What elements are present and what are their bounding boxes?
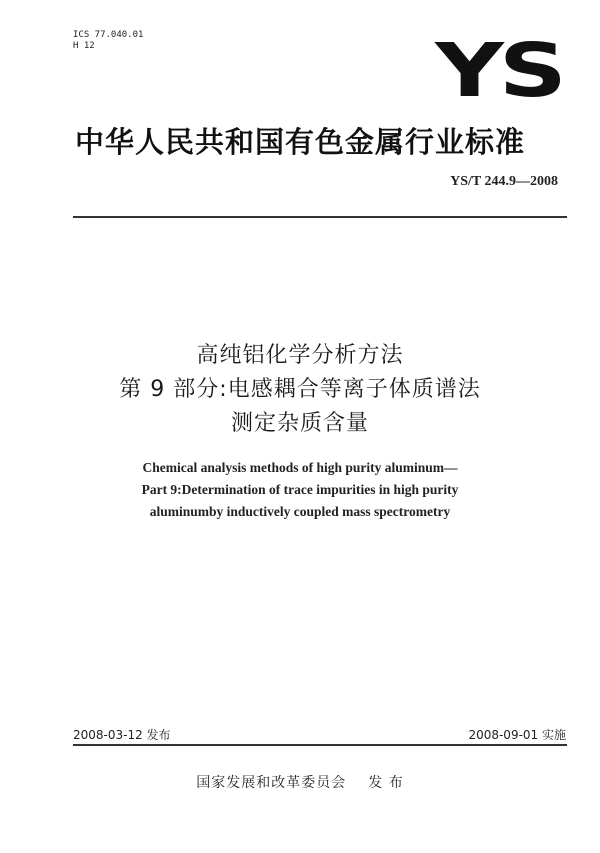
ics-classification xyxy=(73,30,143,52)
title-cn-line-2: 第 9 部分:电感耦合等离子体质谱法 xyxy=(119,377,481,402)
issuer-action: 发 布 xyxy=(368,775,404,791)
issuer xyxy=(0,772,600,792)
ics-code: ICS 77.040.01 xyxy=(73,30,144,40)
ccs-code: H 12 xyxy=(73,41,95,51)
footer-divider xyxy=(73,744,567,746)
release-date: 2008-03-12 发布 xyxy=(73,728,171,742)
implement-date: 2008-09-01 实施 xyxy=(468,728,566,742)
issuer-name: 国家发展和改革委员会 xyxy=(196,775,347,791)
header-divider xyxy=(73,216,567,218)
standard-code: YS/T 244.9—2008 xyxy=(450,174,558,189)
title-en-line-2: Part 9:Determination of trace impurities in high purity xyxy=(141,482,459,497)
title-cn-line-1: 高纯铝化学分析方法 xyxy=(196,343,404,368)
ys-logo: YS xyxy=(435,28,562,114)
standard-title: 中华人民共和国有色金属行业标准 xyxy=(74,125,525,159)
title-en-line-1: Chemical analysis methods of high purity aluminum— xyxy=(142,460,458,475)
title-cn-line-3: 测定杂质含量 xyxy=(230,411,369,436)
title-en-line-3: aluminumby inductively coupled mass spectrometry xyxy=(149,504,451,519)
